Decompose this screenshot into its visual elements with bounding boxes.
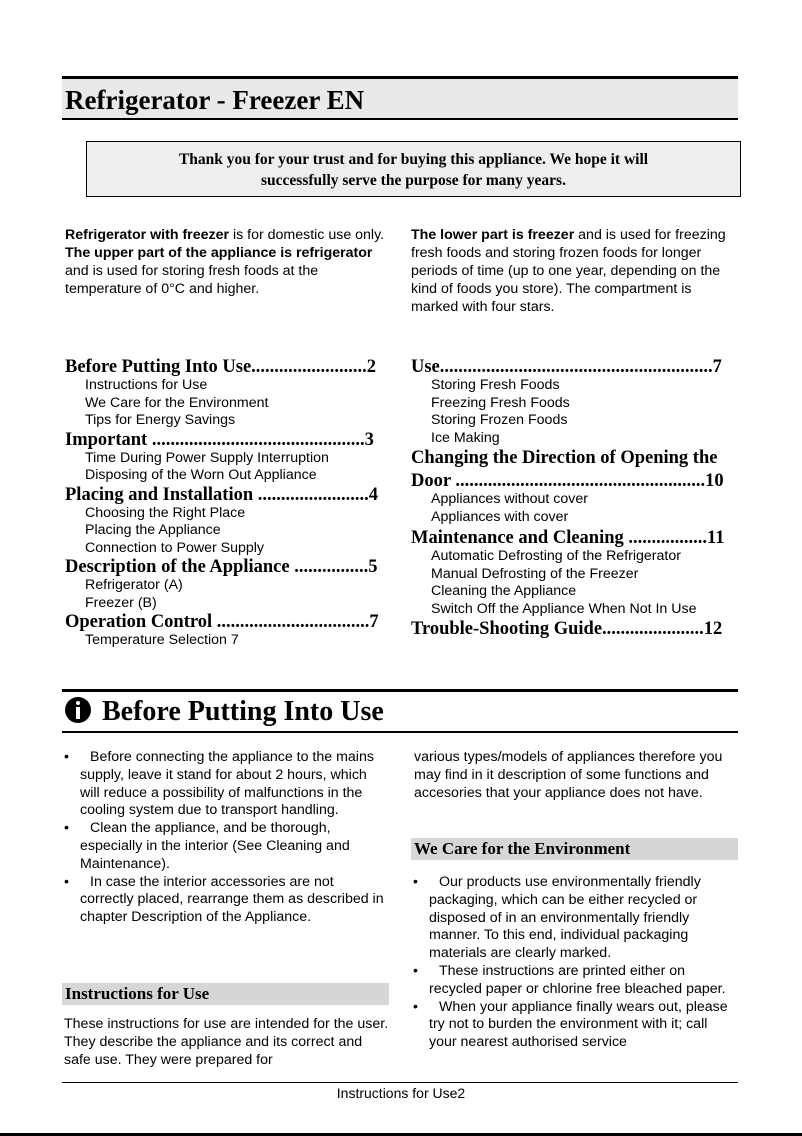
instructions-heading: Instructions for Use [62,983,389,1005]
list-item: • These instructions are printed either on recycled paper or chlorine free bleached paper. [413,963,737,999]
toc-item[interactable]: Freezing Fresh Foods [431,394,570,411]
section-heading-bar [62,689,738,733]
thank-you-box [86,141,741,197]
toc-item[interactable]: Freezer (B) [85,594,157,611]
list-item: • In case the interior accessories are not correctly placed, rearrange them as described in chapter Description of the Appliance. [64,874,390,927]
info-icon [65,697,91,723]
toc-heading[interactable]: Important ..............................................3 [65,429,374,450]
toc-item[interactable]: Cleaning the Appliance [431,583,577,599]
toc-heading[interactable]: Operation Control .................................7 [65,612,379,632]
list-item: • Our products use environmentally friendly packaging, which can be either recycled or disposed of in an environmentally friendly manner. To this end, individual packaging materials are clearly marked. [413,874,737,963]
thank-you-line-2: successfully serve the purpose for many years. [261,172,566,189]
toc-heading[interactable]: Maintenance and Cleaning .................11 [411,528,725,548]
toc-right [411,357,741,639]
intro-right-p1: The lower part is freezer and is used for freezing fresh foods and storing frozen foods for longer periods of time (up to one year, depending on the kind of foods you store). The compartment is marked with four stars. [411,227,726,315]
list-item: • Clean the appliance, and be thorough, especially in the interior (See Cleaning and Maintenance). [64,820,390,873]
document-title: Refrigerator - Freezer EN [65,85,365,115]
toc-item[interactable]: Connection to Power Supply [85,539,265,556]
list-item: • When your appliance finally wears out, please try not to burden the environment with it; call your nearest authorised service [413,999,737,1052]
toc-item[interactable]: Storing Frozen Foods [431,412,568,428]
toc-item[interactable]: Ice Making [431,429,500,446]
footer-rule [62,1082,738,1083]
toc-heading[interactable]: Use...........................................................7 [411,357,722,377]
toc-heading[interactable]: Placing and Installation ........................4 [65,484,379,505]
toc-item[interactable]: Choosing the Right Place [85,504,246,521]
list-item: • Before connecting the appliance to the mains supply, leave it stand for about 2 hours, which will reduce a possibility of malfunctions in the cooling system due to transport handling. [64,749,390,820]
toc-item[interactable]: We Care for the Environment [85,394,269,411]
intro-left-p2: The upper part of the appliance is refrigerator and is used for storing fresh foods at the temperature of 0°C and higher. [65,245,373,297]
toc-heading[interactable]: Before Putting Into Use.........................2 [65,357,377,377]
toc-heading[interactable]: Door ......................................................10 [411,471,724,491]
toc-left [65,357,395,650]
intro-left [65,226,395,298]
toc-item[interactable]: Disposing of the Worn Out Appliance [85,467,317,483]
intro-right [411,226,736,316]
toc-item[interactable]: Temperature Selection 7 [85,632,239,648]
toc-item[interactable]: Tips for Energy Savings [85,412,236,428]
toc-item[interactable]: Manual Defrosting of the Freezer [431,565,639,582]
section-title: Before Putting Into Use [102,696,384,727]
toc-item[interactable]: Placing the Appliance [85,522,221,538]
toc-item[interactable]: Storing Fresh Foods [431,377,560,393]
environment-heading: We Care for the Environment [411,838,738,860]
thank-you-line-1: Thank you for your trust and for buying this appliance. We hope it will [178,151,649,168]
toc-item[interactable]: Refrigerator (A) [85,577,183,593]
toc-heading[interactable]: Trouble-Shooting Guide......................12 [411,619,723,639]
toc-item[interactable]: Time During Power Supply Interruption [85,449,329,466]
toc-heading[interactable]: Changing the Direction of Opening the [411,448,718,468]
toc-heading[interactable]: Description of the Appliance ................5 [65,557,378,577]
environment-list [413,874,737,1052]
instructions-text: These instructions for use are intended for the user. They describe the appliance and its correct and safe use. They were prepared for [64,1016,389,1068]
toc-item[interactable]: Instructions for Use [85,377,208,393]
intro-left-p1: Refrigerator with freezer is for domestic use only. [65,227,385,243]
toc-item[interactable]: Switch Off the Appliance When Not In Use [431,600,697,617]
page-footer: Instructions for Use2 [336,1085,466,1101]
toc-item[interactable]: Appliances without cover [431,491,588,507]
body-right-continued: various types/models of appliances therefore you may find in it description of some functions and accesories that your appliance does not have. [414,749,723,801]
toc-item[interactable]: Automatic Defrosting of the Refrigerator [431,548,681,564]
toc-item[interactable]: Appliances with cover [431,508,569,525]
body-left-column [64,749,390,927]
document-title-bar [62,76,738,120]
